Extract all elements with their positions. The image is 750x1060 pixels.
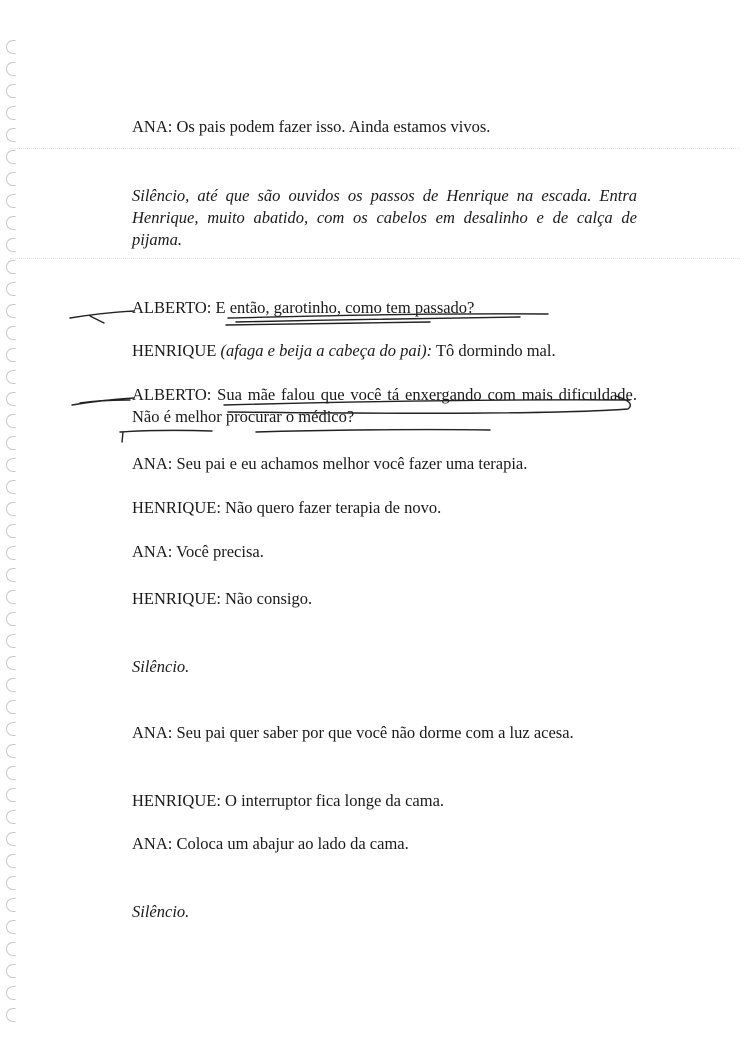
pen-arrow-mark	[70, 311, 134, 318]
line-henrique-1-text: Tô dormindo mal.	[432, 341, 556, 360]
line-ana-1: ANA: Os pais podem fazer isso. Ainda estamos vivos.	[132, 117, 491, 136]
pen-tick	[122, 432, 123, 442]
line-alberto-2: ALBERTO: Sua mãe falou que você tá enxergando com mais dificuldade. Não é melhor procurar o médico?	[132, 385, 637, 426]
line-ana-3: ANA: Você precisa.	[132, 542, 264, 561]
stage-direction-entrance: Silêncio, até que são ouvidos os passos de Henrique na escada. Entra Henrique, muito abatido, com os cabelos em desalinho e de calça de pijama.	[132, 186, 637, 249]
pen-underline	[256, 430, 490, 432]
pen-arrow-mark	[72, 398, 134, 405]
line-ana-4: ANA: Seu pai quer saber por que você não dorme com a luz acesa.	[132, 723, 574, 742]
line-alberto-1: ALBERTO: E então, garotinho, como tem passado?	[132, 298, 475, 317]
line-ana-5: ANA: Coloca um abajur ao lado da cama.	[132, 834, 409, 853]
speaker-henrique: HENRIQUE	[132, 341, 217, 360]
stage-direction-silence-2: Silêncio.	[132, 902, 190, 921]
pen-arrow-tick	[90, 316, 104, 323]
pen-curl	[228, 396, 630, 413]
inline-stage-direction: (afaga e beija a cabeça do pai):	[220, 341, 433, 360]
pen-underline	[226, 322, 430, 325]
line-henrique-3: HENRIQUE: Não consigo.	[132, 589, 313, 608]
pen-arrow-mark	[80, 400, 130, 403]
pen-underline	[236, 317, 520, 322]
stage-direction-silence-1: Silêncio.	[132, 657, 190, 676]
line-ana-2: ANA: Seu pai e eu achamos melhor você fazer uma terapia.	[132, 454, 528, 473]
pen-underline	[224, 400, 630, 405]
line-henrique-4: HENRIQUE: O interruptor fica longe da cama.	[132, 791, 445, 810]
line-henrique-2: HENRIQUE: Não quero fazer terapia de novo.	[132, 498, 442, 517]
pen-underline	[120, 430, 212, 432]
